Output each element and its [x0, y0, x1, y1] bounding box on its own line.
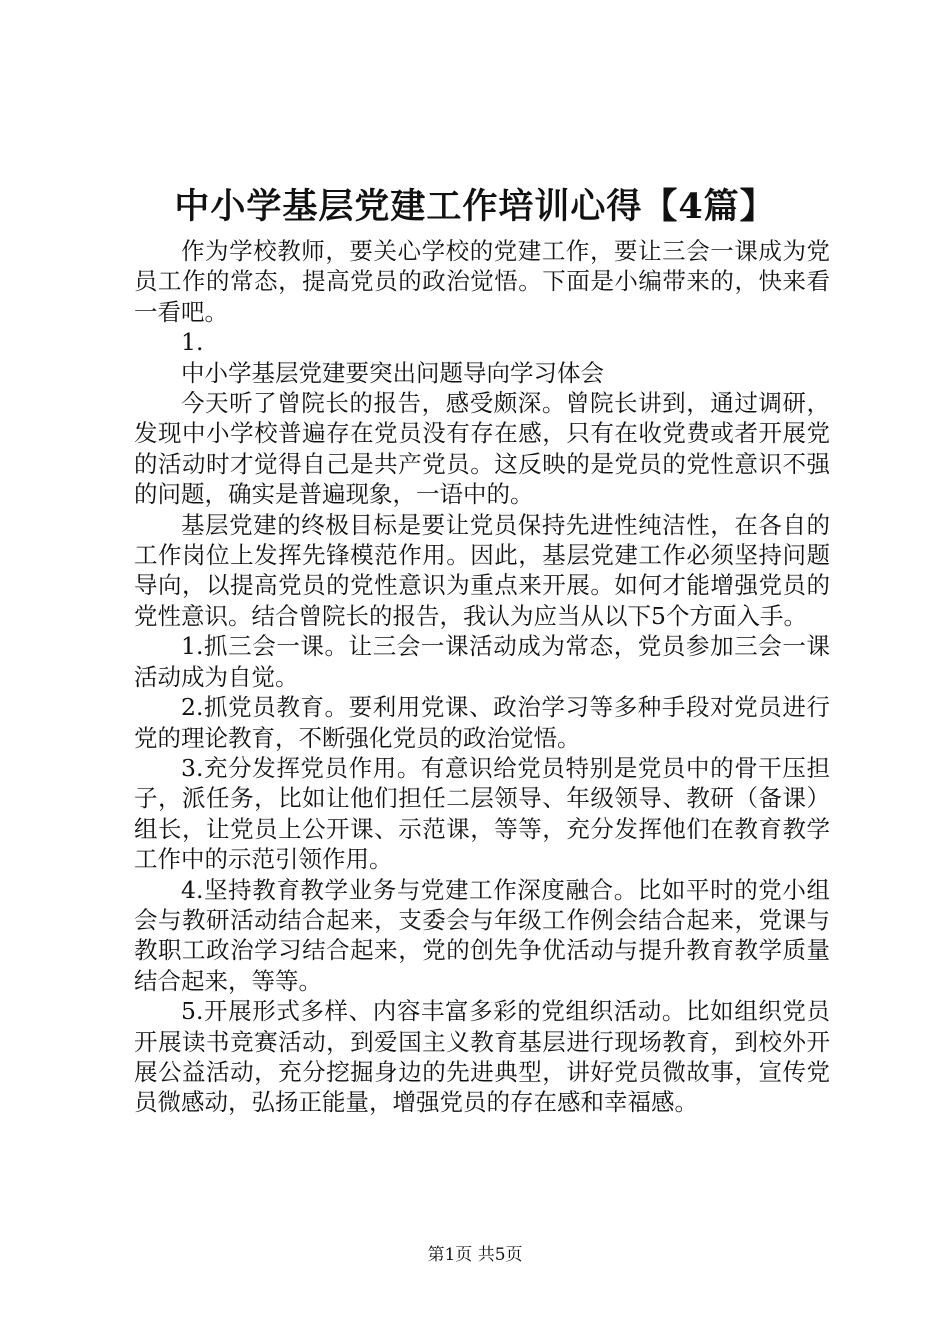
list-item: 5.开展形式多样、内容丰富多彩的党组织活动。比如组织党员开展读书竞赛活动，到爱国主义教育基层进行现场教育，到校外开展公益活动，充分挖掘身边的先进典型，讲好党员微故事，宣传党员微感动，弘扬正能量，增强党员的存在感和幸福感。 [134, 997, 830, 1117]
intro-paragraph: 作为学校教师，要关心学校的党建工作，要让三会一课成为党员工作的常态，提高党员的政治觉悟。下面是小编带来的，快来看一看吧。 [134, 237, 830, 326]
document-body [134, 236, 830, 1118]
page-footer: 第1页 共5页 [427, 1245, 523, 1265]
list-item: 2.抓党员教育。要利用党课、政治学习等多种手段对党员进行党的理论教育，不断强化党员的政治觉悟。 [134, 693, 830, 752]
list-item: 4.坚持教育教学业务与党建工作深度融合。比如平时的党小组会与教研活动结合起来，支委会与年级工作例会结合起来，党课与教职工政治学习结合起来，党的创先争优活动与提升教育教学质量结合起来，等等。 [134, 875, 830, 995]
body-paragraph: 基层党建的终极目标是要让党员保持先进性纯洁性，在各自的工作岗位上发挥先锋模范作用。因此，基层党建工作必须坚持问题导向，以提高党员的党性意识为重点来开展。如何才能增强党员的党性意识。结合曾院长的报告，我认为应当从以下5个方面入手。 [134, 510, 830, 630]
section-heading: 中小学基层党建要突出问题导向学习体会 [181, 358, 604, 387]
section-number: 1. [181, 328, 204, 357]
list-item: 1.抓三会一课。让三会一课活动成为常态，党员参加三会一课活动成为自觉。 [134, 632, 830, 691]
body-paragraph: 今天听了曾院长的报告，感受颇深。曾院长讲到，通过调研，发现中小学校普遍存在党员没有存在感，只有在收党费或者开展党的活动时才觉得自己是共产党员。这反映的是党员的党性意识不强的问题，确实是普遍现象，一语中的。 [134, 389, 830, 509]
list-item: 3.充分发挥党员作用。有意识给党员特别是党员中的骨干压担子，派任务，比如让他们担任二层领导、年级领导、教研（备课）组长，让党员上公开课、示范课，等等，充分发挥他们在教育教学工作中的示范引领作用。 [134, 753, 830, 874]
document-title: 中小学基层党建工作培训心得【4篇】 [174, 186, 776, 227]
